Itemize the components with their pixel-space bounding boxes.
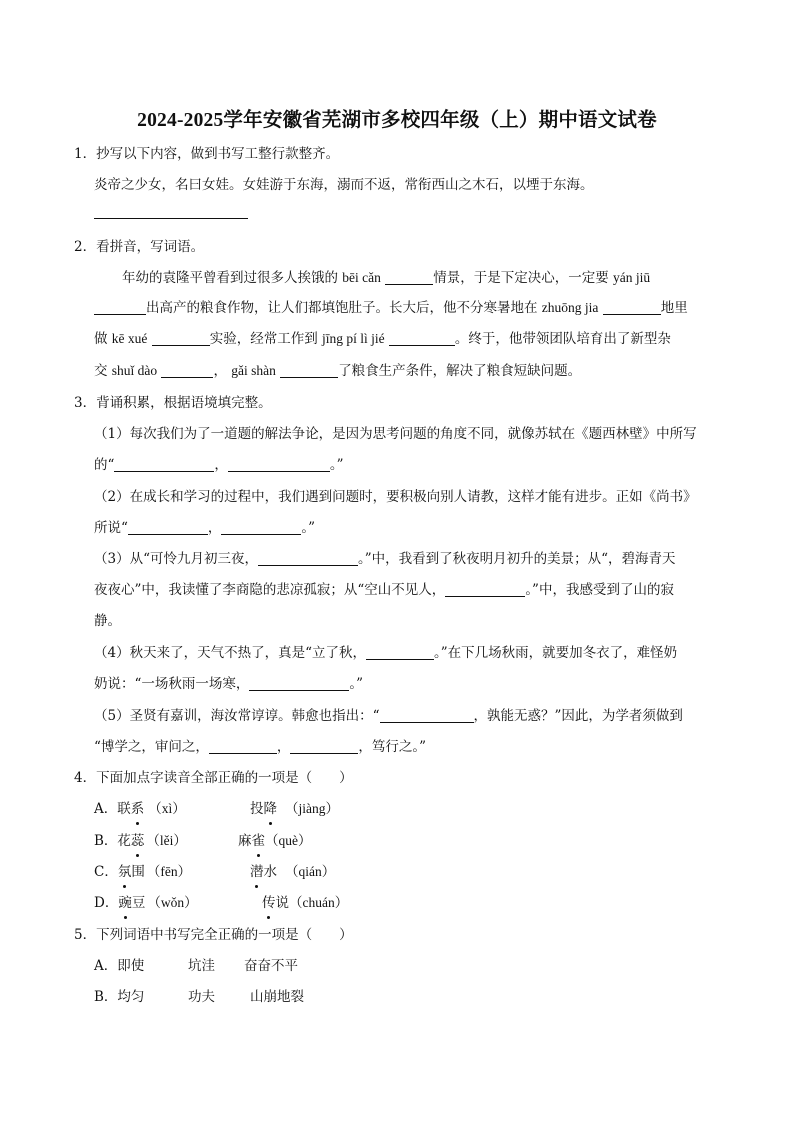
question-number: 4． xyxy=(74,770,97,786)
word-char: 麻 xyxy=(238,833,252,849)
pinyin-prompt: yán jiū xyxy=(613,270,651,285)
q2-text: 出高产的粮食作物，让人们都填饱肚子。长大后，他不分寒暑地在 xyxy=(146,300,538,316)
option-letter: A． xyxy=(94,801,118,817)
answer-blank[interactable] xyxy=(161,363,213,378)
q2-text: 地里 xyxy=(660,300,688,316)
q5-option-b[interactable] xyxy=(94,987,144,1007)
answer-blank[interactable] xyxy=(389,331,455,346)
pinyin: （lěi） xyxy=(146,833,187,848)
dotted-char: 豌 xyxy=(118,895,132,911)
q3-item-5-cont xyxy=(94,737,426,757)
question-stem: 抄写以下内容，做到书写工整行款整齐。 xyxy=(96,146,340,162)
pinyin: （qián） xyxy=(285,864,336,879)
word-char: 围 xyxy=(131,864,145,880)
q1-answer-line[interactable] xyxy=(94,218,248,219)
answer-blank[interactable] xyxy=(209,739,277,754)
pinyin-prompt: bēi cǎn xyxy=(342,270,381,285)
q2-line-2 xyxy=(94,298,688,318)
q3-text: ，孰能无惑？”因此，为学者须做到 xyxy=(473,708,683,724)
q3-item-2: （2）在成长和学习的过程中，我们遇到问题时，要积极向别人请教，这样才能有进步。正如《尚书》 xyxy=(94,489,697,505)
q3-text: 奶说：“一场秋雨一场寒， xyxy=(94,676,250,692)
q3-item-3-end: 静。 xyxy=(94,613,121,629)
exam-title: 2024-2025学年安徽省芜湖市多校四年级（上）期中语文试卷 xyxy=(137,110,657,131)
dotted-char: 氛 xyxy=(117,864,132,880)
q3-text: （5）圣贤有嘉训，海汝常谆谆。韩愈也指出：“ xyxy=(94,708,380,724)
q3-item-2-cont xyxy=(94,518,315,538)
pinyin-prompt: kē xué xyxy=(111,331,148,346)
q3-item-4-cont xyxy=(94,674,363,694)
option-word: 均匀 xyxy=(117,989,145,1005)
dotted-char: 蕊 xyxy=(130,833,145,849)
answer-blank[interactable] xyxy=(258,551,358,566)
q3-text: 的“ xyxy=(94,457,115,473)
q3-text: 。”中，我感受到了山的寂 xyxy=(525,582,674,598)
question-number: 2． xyxy=(74,239,97,255)
answer-blank[interactable] xyxy=(128,520,208,535)
option-letter: C． xyxy=(94,864,118,880)
q1-passage: 炎帝之少女，名曰女娃。女娃游于东海，溺而不返，常衔西山之木石，以堙于东海。 xyxy=(94,177,594,193)
q3-text: “博学之，审问之， xyxy=(94,739,209,755)
q2-text: 情景，于是下定决心，一定要 xyxy=(433,270,609,286)
question-stem: 背诵积累，根据语境填完整。 xyxy=(96,395,272,411)
q3-text: 所说“ xyxy=(94,520,128,536)
answer-blank[interactable] xyxy=(152,331,210,346)
pinyin-prompt: jīng pí lì jié xyxy=(322,331,385,346)
question-number: 3． xyxy=(74,395,97,411)
option-word: 奋奋不平 xyxy=(244,958,298,974)
q3-text: ， xyxy=(214,457,228,473)
answer-blank[interactable] xyxy=(445,582,525,597)
q3-text: ，笃行之。” xyxy=(358,739,427,755)
word-char: 投 xyxy=(250,801,264,817)
answer-blank[interactable] xyxy=(290,739,358,754)
q4-option-a[interactable] xyxy=(94,799,186,819)
q4-option-d[interactable] xyxy=(94,893,198,913)
question-1 xyxy=(74,144,339,164)
q3-item-1: （1）每次我们为了一道题的解法争论，是因为思考问题的角度不同，就像苏轼在《题西林壁》中所写 xyxy=(94,426,697,442)
answer-blank[interactable] xyxy=(228,457,330,472)
dotted-char: 潜 xyxy=(250,864,264,880)
option-letter: B． xyxy=(94,833,118,849)
dotted-char: 雀 xyxy=(251,833,265,849)
q4-option-d-word-2 xyxy=(262,893,348,913)
q2-line-4 xyxy=(94,361,581,381)
question-stem: 看拼音，写词语。 xyxy=(96,239,205,255)
pinyin: （chuán） xyxy=(289,895,349,910)
q3-text: 。” xyxy=(349,676,364,692)
q3-text: 。” xyxy=(301,520,316,536)
word-char: 豆 xyxy=(131,895,146,911)
q4-option-c[interactable] xyxy=(94,862,191,882)
q3-item-5 xyxy=(94,706,683,726)
option-word: 坑洼 xyxy=(188,958,215,974)
q2-line-3 xyxy=(94,329,671,349)
q2-line-1 xyxy=(122,268,650,288)
question-5 xyxy=(74,925,353,945)
question-number: 1． xyxy=(74,146,97,162)
option-word: 山崩地裂 xyxy=(250,989,304,1005)
q4-option-a-word-2 xyxy=(250,799,339,819)
q3-text: ， xyxy=(207,520,222,536)
pinyin: （wǒn） xyxy=(147,895,198,910)
answer-blank[interactable] xyxy=(221,520,301,535)
q3-item-1-cont xyxy=(94,455,344,475)
question-4 xyxy=(74,768,353,788)
pinyin-prompt: zhuōng jia xyxy=(541,300,599,315)
pinyin-prompt: shuǐ dào xyxy=(111,363,158,378)
question-number: 5． xyxy=(74,927,97,943)
option-letter: D． xyxy=(94,895,119,911)
answer-blank[interactable] xyxy=(366,645,434,660)
q2-text: 年幼的袁隆平曾看到过很多人挨饿的 xyxy=(122,270,338,286)
answer-blank[interactable] xyxy=(603,300,661,315)
q3-text: （3）从“可怜九月初三夜， xyxy=(94,551,258,567)
q3-text: 。”中，我看到了秋夜明月初升的美景；从“，碧海青天 xyxy=(358,551,676,567)
pinyin-prompt: gǎi shàn xyxy=(231,363,276,378)
q3-text: 夜夜心”中，我读懂了李商隐的悲凉孤寂；从“空山不见人， xyxy=(94,582,446,598)
q2-text: 做 xyxy=(94,331,108,347)
option-letter: A． xyxy=(94,958,118,974)
question-3 xyxy=(74,393,272,413)
dotted-char: 传 xyxy=(262,895,276,911)
option-word: 即使 xyxy=(117,958,145,974)
q2-text: 了粮食生产条件，解决了粮食短缺问题。 xyxy=(338,363,582,379)
word-char: 水 xyxy=(263,864,277,880)
q3-text: （4）秋天来了，天气不热了，真是“立了秋， xyxy=(94,645,366,661)
pinyin: （fēn） xyxy=(146,864,192,879)
word-char: 说 xyxy=(275,895,289,911)
answer-blank[interactable] xyxy=(280,363,338,378)
question-2 xyxy=(74,237,204,257)
q3-item-4 xyxy=(94,643,677,663)
q2-text: ， xyxy=(213,363,227,379)
question-stem: 下面加点字读音全部正确的一项是（ ） xyxy=(96,770,353,786)
word-char: 花 xyxy=(117,833,131,849)
q4-option-b[interactable] xyxy=(94,831,187,851)
word-char: 联 xyxy=(117,801,131,817)
q2-text: 交 xyxy=(94,363,108,379)
q3-text: 。” xyxy=(329,457,344,473)
dotted-char: 降 xyxy=(263,801,277,817)
option-word: 功夫 xyxy=(188,989,215,1005)
pinyin: （què） xyxy=(265,833,312,848)
question-stem: 下列词语中书写完全正确的一项是（ ） xyxy=(96,927,353,943)
q2-text: 。终于，他带领团队培育出了新型杂 xyxy=(454,331,671,347)
q3-item-3-cont xyxy=(94,580,674,600)
pinyin: （jiàng） xyxy=(285,801,339,816)
q3-text: ， xyxy=(276,739,291,755)
answer-blank[interactable] xyxy=(94,300,146,315)
pinyin: （xì） xyxy=(148,801,186,816)
answer-blank[interactable] xyxy=(114,457,214,472)
q2-text: 实验，经常工作到 xyxy=(209,331,318,347)
q3-text: 。”在下几场秋雨，就要加冬衣了，难怪奶 xyxy=(434,645,678,661)
q3-item-3 xyxy=(94,549,676,569)
answer-blank[interactable] xyxy=(385,270,433,285)
answer-blank[interactable] xyxy=(249,676,349,691)
q5-option-a[interactable] xyxy=(94,956,144,976)
q4-option-b-word-2 xyxy=(238,831,312,851)
q4-option-c-word-2 xyxy=(250,862,335,882)
answer-blank[interactable] xyxy=(380,708,474,723)
option-letter: B． xyxy=(94,989,118,1005)
dotted-char: 系 xyxy=(130,801,145,817)
